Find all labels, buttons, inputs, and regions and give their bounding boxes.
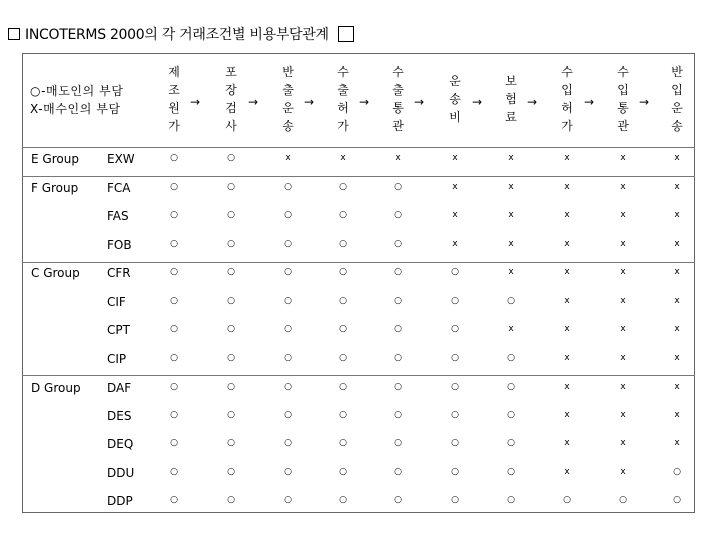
row-divider xyxy=(22,375,695,376)
buyer-mark: x xyxy=(564,324,570,334)
arrow-icon: → xyxy=(414,95,425,109)
legend-buyer: X-매수인의 부담 xyxy=(30,102,121,116)
column-header-char: 운 xyxy=(449,74,461,88)
buyer-mark: x xyxy=(564,410,570,420)
column-header-char: 송 xyxy=(449,92,461,106)
column-header xyxy=(329,63,357,135)
term-label: CIF xyxy=(107,295,126,309)
column-header xyxy=(663,63,691,135)
buyer-mark: x xyxy=(508,267,514,277)
buyer-mark: x xyxy=(564,210,570,220)
buyer-mark: x xyxy=(508,210,514,220)
column-header xyxy=(384,63,412,135)
column-header-char: 검 xyxy=(225,101,237,115)
buyer-mark: x xyxy=(508,239,514,249)
term-label: CFR xyxy=(107,266,131,280)
seller-mark: ○ xyxy=(227,153,235,163)
group-label: C Group xyxy=(31,266,80,280)
buyer-mark: x xyxy=(508,153,514,163)
buyer-mark: x xyxy=(674,353,680,363)
column-header-char: 가 xyxy=(337,119,349,133)
column-header-char: 제 xyxy=(168,65,180,79)
seller-mark: ○ xyxy=(394,239,402,249)
seller-mark: ○ xyxy=(394,324,402,334)
seller-mark: ○ xyxy=(170,267,178,277)
seller-mark: ○ xyxy=(451,382,459,392)
column-header-char: 장 xyxy=(225,83,237,97)
arrow-icon: → xyxy=(248,95,259,109)
checkbox-icon xyxy=(8,28,20,40)
column-header-char: 가 xyxy=(168,119,180,133)
seller-mark: ○ xyxy=(170,239,178,249)
buyer-mark: x xyxy=(564,267,570,277)
seller-mark: ○ xyxy=(339,438,347,448)
term-label: FOB xyxy=(107,238,132,252)
column-header xyxy=(217,63,245,135)
arrow-icon: → xyxy=(472,95,483,109)
column-header-char: 허 xyxy=(337,101,349,115)
column-header xyxy=(609,63,637,135)
column-header-char: 수 xyxy=(337,65,349,79)
seller-mark: ○ xyxy=(284,267,292,277)
buyer-mark: x xyxy=(620,467,626,477)
seller-mark: ○ xyxy=(227,182,235,192)
seller-mark: ○ xyxy=(227,410,235,420)
term-label: FCA xyxy=(107,181,131,195)
seller-mark: ○ xyxy=(339,267,347,277)
buyer-mark: x xyxy=(620,182,626,192)
seller-mark: ○ xyxy=(507,382,515,392)
arrow-icon: → xyxy=(639,95,650,109)
seller-mark: ○ xyxy=(227,382,235,392)
buyer-mark: x xyxy=(452,182,458,192)
column-header-char: 출 xyxy=(392,83,404,97)
seller-mark: ○ xyxy=(339,324,347,334)
group-label: F Group xyxy=(31,181,79,195)
empty-square-icon xyxy=(338,26,354,42)
term-label: DDP xyxy=(107,494,133,508)
row-divider xyxy=(22,147,695,148)
page-title xyxy=(8,22,354,46)
seller-mark: ○ xyxy=(170,438,178,448)
term-label: FAS xyxy=(107,209,129,223)
column-header-char: 출 xyxy=(282,83,294,97)
seller-mark: ○ xyxy=(451,467,459,477)
column-header-char: 출 xyxy=(337,83,349,97)
column-header xyxy=(497,72,525,126)
column-header-char: 허 xyxy=(561,101,573,115)
seller-mark: ○ xyxy=(394,296,402,306)
arrow-icon: → xyxy=(304,95,315,109)
arrow-icon: → xyxy=(527,95,538,109)
group-label: D Group xyxy=(31,381,81,395)
column-header-char: 운 xyxy=(282,101,294,115)
buyer-mark: x xyxy=(564,296,570,306)
buyer-mark: x xyxy=(340,153,346,163)
seller-mark: ○ xyxy=(284,239,292,249)
buyer-mark: x xyxy=(620,353,626,363)
seller-mark: ○ xyxy=(507,438,515,448)
seller-mark: ○ xyxy=(170,495,178,505)
seller-mark: ○ xyxy=(170,382,178,392)
column-header-char: 수 xyxy=(392,65,404,79)
seller-mark: ○ xyxy=(394,467,402,477)
seller-mark: ○ xyxy=(507,495,515,505)
term-label: DAF xyxy=(107,381,132,395)
seller-mark: ○ xyxy=(284,410,292,420)
seller-mark: ○ xyxy=(227,210,235,220)
seller-mark: ○ xyxy=(451,267,459,277)
seller-mark: ○ xyxy=(394,210,402,220)
seller-mark: ○ xyxy=(339,182,347,192)
seller-mark: ○ xyxy=(227,353,235,363)
column-header-char: 료 xyxy=(505,110,517,124)
seller-mark: ○ xyxy=(284,324,292,334)
seller-mark: ○ xyxy=(451,495,459,505)
page-title-text: INCOTERMS 2000의 각 거래조건별 비용부담관계 xyxy=(25,27,329,43)
column-header-char: 비 xyxy=(449,110,461,124)
seller-mark: ○ xyxy=(170,324,178,334)
buyer-mark: x xyxy=(564,153,570,163)
seller-mark: ○ xyxy=(227,239,235,249)
seller-mark: ○ xyxy=(451,353,459,363)
seller-mark: ○ xyxy=(563,495,571,505)
column-header-char: 조 xyxy=(168,83,180,97)
buyer-mark: x xyxy=(674,296,680,306)
column-header-char: 사 xyxy=(225,119,237,133)
seller-mark: ○ xyxy=(170,210,178,220)
buyer-mark: x xyxy=(620,438,626,448)
row-divider xyxy=(22,262,695,263)
arrow-icon: → xyxy=(190,95,201,109)
seller-mark: ○ xyxy=(284,438,292,448)
column-header-char: 통 xyxy=(392,101,404,115)
buyer-mark: x xyxy=(674,382,680,392)
seller-mark: ○ xyxy=(227,267,235,277)
buyer-mark: x xyxy=(564,438,570,448)
seller-mark: ○ xyxy=(507,353,515,363)
buyer-mark: x xyxy=(674,153,680,163)
seller-mark: ○ xyxy=(394,182,402,192)
seller-mark: ○ xyxy=(284,467,292,477)
seller-mark: ○ xyxy=(227,467,235,477)
column-header-char: 송 xyxy=(282,119,294,133)
arrow-icon: → xyxy=(584,95,595,109)
seller-mark: ○ xyxy=(170,410,178,420)
column-header xyxy=(160,63,188,135)
row-divider xyxy=(22,176,695,177)
buyer-mark: x xyxy=(620,410,626,420)
seller-mark: ○ xyxy=(451,410,459,420)
buyer-mark: x xyxy=(620,267,626,277)
buyer-mark: x xyxy=(452,210,458,220)
seller-mark: ○ xyxy=(394,353,402,363)
seller-mark: ○ xyxy=(339,410,347,420)
column-header-char: 수 xyxy=(617,65,629,79)
column-header-char: 관 xyxy=(617,119,629,133)
seller-mark: ○ xyxy=(227,324,235,334)
column-header-char: 입 xyxy=(671,83,683,97)
buyer-mark: x xyxy=(395,153,401,163)
seller-mark: ○ xyxy=(394,438,402,448)
buyer-mark: x xyxy=(620,296,626,306)
buyer-mark: x xyxy=(564,239,570,249)
buyer-mark: x xyxy=(674,410,680,420)
buyer-mark: x xyxy=(674,210,680,220)
seller-mark: ○ xyxy=(284,296,292,306)
seller-mark: ○ xyxy=(507,410,515,420)
buyer-mark: x xyxy=(674,267,680,277)
column-header-char: 포 xyxy=(225,65,237,79)
buyer-mark: x xyxy=(564,467,570,477)
column-header-char: 가 xyxy=(561,119,573,133)
buyer-mark: x xyxy=(620,210,626,220)
buyer-mark: x xyxy=(674,239,680,249)
seller-mark: ○ xyxy=(507,296,515,306)
column-header-char: 입 xyxy=(561,83,573,97)
seller-mark: ○ xyxy=(170,296,178,306)
seller-mark: ○ xyxy=(673,467,681,477)
buyer-mark: x xyxy=(674,182,680,192)
seller-mark: ○ xyxy=(339,467,347,477)
buyer-mark: x xyxy=(452,239,458,249)
seller-mark: ○ xyxy=(170,153,178,163)
column-header-char: 반 xyxy=(282,65,294,79)
seller-mark: ○ xyxy=(170,353,178,363)
term-label: DES xyxy=(107,409,132,423)
column-header xyxy=(553,63,581,135)
seller-mark: ○ xyxy=(227,438,235,448)
seller-mark: ○ xyxy=(284,353,292,363)
seller-mark: ○ xyxy=(394,382,402,392)
arrow-icon: → xyxy=(359,95,370,109)
column-header-char: 원 xyxy=(168,101,180,115)
buyer-mark: x xyxy=(508,182,514,192)
seller-mark: ○ xyxy=(170,467,178,477)
column-header xyxy=(441,72,469,126)
buyer-mark: x xyxy=(285,153,291,163)
term-label: DDU xyxy=(107,466,135,480)
seller-mark: ○ xyxy=(451,296,459,306)
seller-mark: ○ xyxy=(673,495,681,505)
seller-mark: ○ xyxy=(339,210,347,220)
column-header-char: 험 xyxy=(505,92,517,106)
buyer-mark: x xyxy=(620,382,626,392)
term-label: EXW xyxy=(107,152,135,166)
column-header-char: 반 xyxy=(671,65,683,79)
seller-mark: ○ xyxy=(394,267,402,277)
term-label: CIP xyxy=(107,352,127,366)
seller-mark: ○ xyxy=(507,467,515,477)
seller-mark: ○ xyxy=(339,296,347,306)
buyer-mark: x xyxy=(564,382,570,392)
buyer-mark: x xyxy=(452,153,458,163)
buyer-mark: x xyxy=(620,324,626,334)
seller-mark: ○ xyxy=(284,182,292,192)
seller-mark: ○ xyxy=(619,495,627,505)
buyer-mark: x xyxy=(620,239,626,249)
column-header-char: 관 xyxy=(392,119,404,133)
legend xyxy=(30,82,124,118)
column-header-char: 통 xyxy=(617,101,629,115)
seller-mark: ○ xyxy=(227,296,235,306)
column-header-char: 입 xyxy=(617,83,629,97)
seller-mark: ○ xyxy=(284,210,292,220)
term-label: DEQ xyxy=(107,437,134,451)
legend-seller: ○-매도인의 부담 xyxy=(30,84,124,98)
buyer-mark: x xyxy=(564,182,570,192)
seller-mark: ○ xyxy=(394,410,402,420)
column-header-char: 수 xyxy=(561,65,573,79)
term-label: CPT xyxy=(107,323,130,337)
seller-mark: ○ xyxy=(339,353,347,363)
seller-mark: ○ xyxy=(284,382,292,392)
seller-mark: ○ xyxy=(339,495,347,505)
seller-mark: ○ xyxy=(339,382,347,392)
seller-mark: ○ xyxy=(227,495,235,505)
buyer-mark: x xyxy=(508,324,514,334)
buyer-mark: x xyxy=(620,153,626,163)
buyer-mark: x xyxy=(674,324,680,334)
buyer-mark: x xyxy=(674,438,680,448)
seller-mark: ○ xyxy=(284,495,292,505)
group-label: E Group xyxy=(31,152,79,166)
buyer-mark: x xyxy=(564,353,570,363)
seller-mark: ○ xyxy=(170,182,178,192)
column-header-char: 송 xyxy=(671,119,683,133)
seller-mark: ○ xyxy=(394,495,402,505)
column-header xyxy=(274,63,302,135)
seller-mark: ○ xyxy=(451,324,459,334)
column-header-char: 보 xyxy=(505,74,517,88)
column-header-char: 운 xyxy=(671,101,683,115)
seller-mark: ○ xyxy=(339,239,347,249)
seller-mark: ○ xyxy=(451,438,459,448)
